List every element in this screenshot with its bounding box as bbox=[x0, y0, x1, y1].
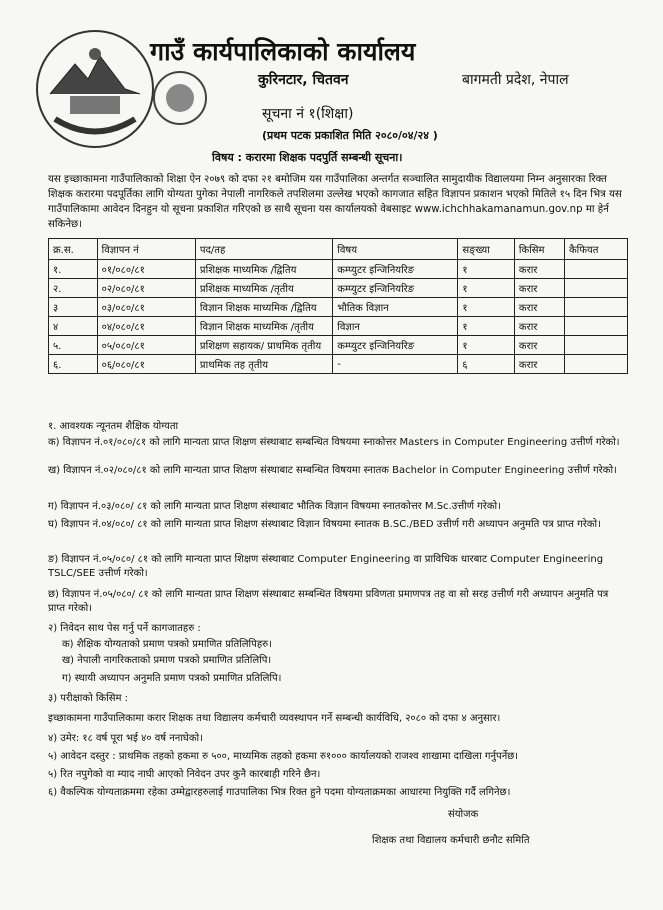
cell-serial: ५. bbox=[49, 336, 98, 355]
col-ad-no: विज्ञापन नं bbox=[97, 239, 195, 260]
nepal-emblem-logo-icon bbox=[30, 24, 160, 154]
cell-subject: - bbox=[333, 355, 458, 374]
late-application-note: ५) रित नपुगेको वा म्याद नाघी आएको निवेदन उपर कुनै कारबाही गरिने छैन। bbox=[48, 769, 321, 780]
office-stamp-icon bbox=[152, 70, 208, 126]
signature-committee: शिक्षक तथा विद्यालय कर्मचारी छनौट समिति bbox=[372, 835, 530, 846]
col-remarks: कैफियत bbox=[565, 239, 628, 260]
vacancy-table bbox=[48, 238, 628, 374]
cell-ad-no: ०६/०८०/८१ bbox=[97, 355, 195, 374]
table-row bbox=[49, 279, 628, 298]
cell-subject: विज्ञान bbox=[333, 317, 458, 336]
cell-type: करार bbox=[514, 355, 564, 374]
documents-item-b: ख) नेपाली नागरिकताको प्रमाण पत्रको प्रमाणित प्रतिलिपि। bbox=[62, 655, 272, 666]
col-type: किसिम bbox=[514, 239, 564, 260]
alternative-merit-note: ६) वैकल्पिक योग्यताक्रममा रहेका उम्मेद्वारहरुलाई गाउपालिका भित्र रिक्त हुने पदमा योग्यताक्रमका आधारमा नियुक्ति गर्दै लगिनेछ। bbox=[48, 787, 511, 798]
office-title: गाउँ कार्यपालिकाको कार्यालय bbox=[150, 37, 416, 66]
office-location: कुरिनटार, चितवन bbox=[258, 72, 349, 88]
qualification-item-d: घ) विज्ञापन नं.०४/०८०/ ८१ को लागि मान्यता प्राप्त शिक्षण संस्थाबाट विज्ञान विषयमा स्नातक B.SC./BED उत्तीर्ण गरी अध्यापन अनुमति पत्र प्राप्त गरेको। bbox=[48, 519, 601, 530]
signature-title: संयोजक bbox=[448, 809, 479, 820]
cell-serial: ६. bbox=[49, 355, 98, 374]
cell-subject: कम्प्युटर इन्जिनियरिङ bbox=[333, 260, 458, 279]
cell-post: प्रशिक्षण सहायक/ प्राथमिक तृतीय bbox=[195, 336, 332, 355]
province-name: बागमती प्रदेश, नेपाल bbox=[462, 72, 569, 88]
published-date: (प्रथम पटक प्रकाशित मिति २०८०/०४/२४ ) bbox=[262, 129, 438, 142]
cell-remarks bbox=[565, 317, 628, 336]
cell-ad-no: ०३/०८०/८१ bbox=[97, 298, 195, 317]
qualification-item-f: छ) विज्ञापन नं.०५/०८०/ ८१ को लागि मान्यता प्राप्त शिक्षण संस्थाबाट सम्बन्धित विषयमा प्रविणता प्रमाणपत्र तह वा सो सरह उत्तीर्ण गरी अध्यापन अनुमति पत्र प्राप्त गरेको। bbox=[48, 589, 609, 614]
documents-item-a: क) शैक्षिक योग्यताको प्रमाण पत्रको प्रमाणित प्रतिलिपिहरु। bbox=[62, 639, 272, 650]
col-count: सङ्ख्या bbox=[458, 239, 515, 260]
cell-count: १ bbox=[458, 317, 515, 336]
cell-post: विज्ञान शिक्षक माध्यमिक /द्वितिय bbox=[195, 298, 332, 317]
cell-type: करार bbox=[514, 260, 564, 279]
age-requirement: ४) उमेर: १८ वर्ष पूरा भई ४० वर्ष ननाघेको। bbox=[48, 733, 203, 744]
cell-serial: ३ bbox=[49, 298, 98, 317]
cell-subject: कम्प्युटर इन्जिनियरिङ bbox=[333, 336, 458, 355]
cell-post: प्राथमिक तह तृतीय bbox=[195, 355, 332, 374]
table-row bbox=[49, 355, 628, 374]
application-fee: ५) आवेदन दस्तुर : प्राथमिक तहको हकमा रु ५००, माध्यमिक तहको हकमा रु१००० कार्यालयको राजश्व शाखामा दाखिला गर्नुपर्नेछ। bbox=[48, 751, 519, 762]
cell-post: प्रशिक्षक माध्यमिक /तृतीय bbox=[195, 279, 332, 298]
cell-ad-no: ०१/०८०/८१ bbox=[97, 260, 195, 279]
qualification-item-e: ङ) विज्ञापन नं.०५/०८०/ ८१ को लागि मान्यता प्राप्त शिक्षण संस्थाबाट Computer Engineering वा प्राविधिक धारबाट Computer Engineering TSLC/SEE उत्तीर्ण गरेको। bbox=[48, 554, 604, 579]
cell-ad-no: ०२/०८०/८१ bbox=[97, 279, 195, 298]
table-row bbox=[49, 298, 628, 317]
cell-type: करार bbox=[514, 317, 564, 336]
cell-ad-no: ०५/०८०/८१ bbox=[97, 336, 195, 355]
exam-text: इच्छाकामना गाउँपालिकामा करार शिक्षक तथा विद्यालय कर्मचारी व्यवस्थापन गर्ने सम्बन्धी कार्यविधि, २०८० को दफा ४ अनुसार। bbox=[48, 713, 501, 724]
notice-subject: विषय : करारमा शिक्षक पदपुर्ति सम्बन्धी सूचना। bbox=[212, 151, 403, 164]
table-row bbox=[49, 336, 628, 355]
cell-remarks bbox=[565, 298, 628, 317]
cell-post: विज्ञान शिक्षक माध्यमिक /तृतीय bbox=[195, 317, 332, 336]
table-row bbox=[49, 317, 628, 336]
cell-subject: कम्प्युटर इन्जिनियरिङ bbox=[333, 279, 458, 298]
col-post: पद/तह bbox=[195, 239, 332, 260]
documents-heading: २) निवेदन साथ पेस गर्नु पर्ने कागजातहरु : bbox=[48, 623, 201, 634]
qualification-item-c: ग) विज्ञापन नं.०३/०८०/ ८१ को लागि मान्यता प्राप्त शिक्षण संस्थाबाट भौतिक विज्ञान विषयमा स्नातकोत्तर M.Sc.उत्तीर्ण गरेको। bbox=[48, 501, 501, 512]
intro-paragraph: यस इच्छाकामना गाउँपालिकाको शिक्षा ऐन २०७९ को दफा २१ बमोजिम यस गाउँपालिका अन्तर्गत सञ्चालित सामुदायीक विद्यालयमा निम्न अनुसारका रिक्त शिक्षक करारमा पदपूर्तिका लागि योग्यता पुगेका नेपाली नागरिकले तपशिलमा उल्लेख भएको कागजात सहित विज्ञापन प्रकाशन भएको मितिले १५ दिन भित्र यस गाउँपालिकामा आवेदन दिनहुन यो सूचना प्रकाशित गरिएको छ साथै सूचना यस कार्यालयको वेबसाइट www.ichchhakamanamun.gov.np मा हेर्न सकिनेछ। bbox=[48, 174, 622, 230]
table-header-row bbox=[49, 239, 628, 260]
cell-remarks bbox=[565, 279, 628, 298]
table-row bbox=[49, 260, 628, 279]
cell-subject: भौतिक विज्ञान bbox=[333, 298, 458, 317]
notice-number: सूचना नं १(शिक्षा) bbox=[262, 106, 354, 122]
exam-heading: ३) परीक्षाको किसिम : bbox=[48, 693, 128, 704]
cell-type: करार bbox=[514, 298, 564, 317]
cell-remarks bbox=[565, 355, 628, 374]
col-subject: विषय bbox=[333, 239, 458, 260]
cell-count: १ bbox=[458, 260, 515, 279]
cell-count: ६ bbox=[458, 355, 515, 374]
cell-serial: १. bbox=[49, 260, 98, 279]
cell-serial: २. bbox=[49, 279, 98, 298]
qualification-item-a: क) विज्ञापन नं.०१/०८०/८१ को लागि मान्यता प्राप्त शिक्षण संस्थाबाट सम्बन्धित विषयमा स्नाकोत्तर Masters in Computer Engineering उत्तीर्ण गरेको। bbox=[48, 437, 620, 448]
cell-count: १ bbox=[458, 279, 515, 298]
col-serial: क्र.स. bbox=[49, 239, 98, 260]
cell-count: १ bbox=[458, 298, 515, 317]
qualification-heading: १. आवश्यक न्यूनतम शैक्षिक योग्यता bbox=[48, 421, 179, 432]
cell-remarks bbox=[565, 336, 628, 355]
cell-ad-no: ०४/०८०/८१ bbox=[97, 317, 195, 336]
cell-remarks bbox=[565, 260, 628, 279]
cell-count: १ bbox=[458, 336, 515, 355]
cell-type: करार bbox=[514, 279, 564, 298]
qualification-item-b: ख) विज्ञापन नं.०२/०८०/८१ को लागि मान्यता प्राप्त शिक्षण संस्थाबाट सम्बन्धित विषयमा स्नातक Bachelor in Computer Engineering उत्तीर्ण गरेको। bbox=[48, 465, 617, 476]
cell-serial: ४ bbox=[49, 317, 98, 336]
cell-type: करार bbox=[514, 336, 564, 355]
documents-item-c: ग) स्थायी अध्यापन अनुमति प्रमाण पत्रको प्रमाणित प्रतिलिपि। bbox=[62, 673, 282, 684]
cell-post: प्रशिक्षक माध्यमिक /द्वितिय bbox=[195, 260, 332, 279]
